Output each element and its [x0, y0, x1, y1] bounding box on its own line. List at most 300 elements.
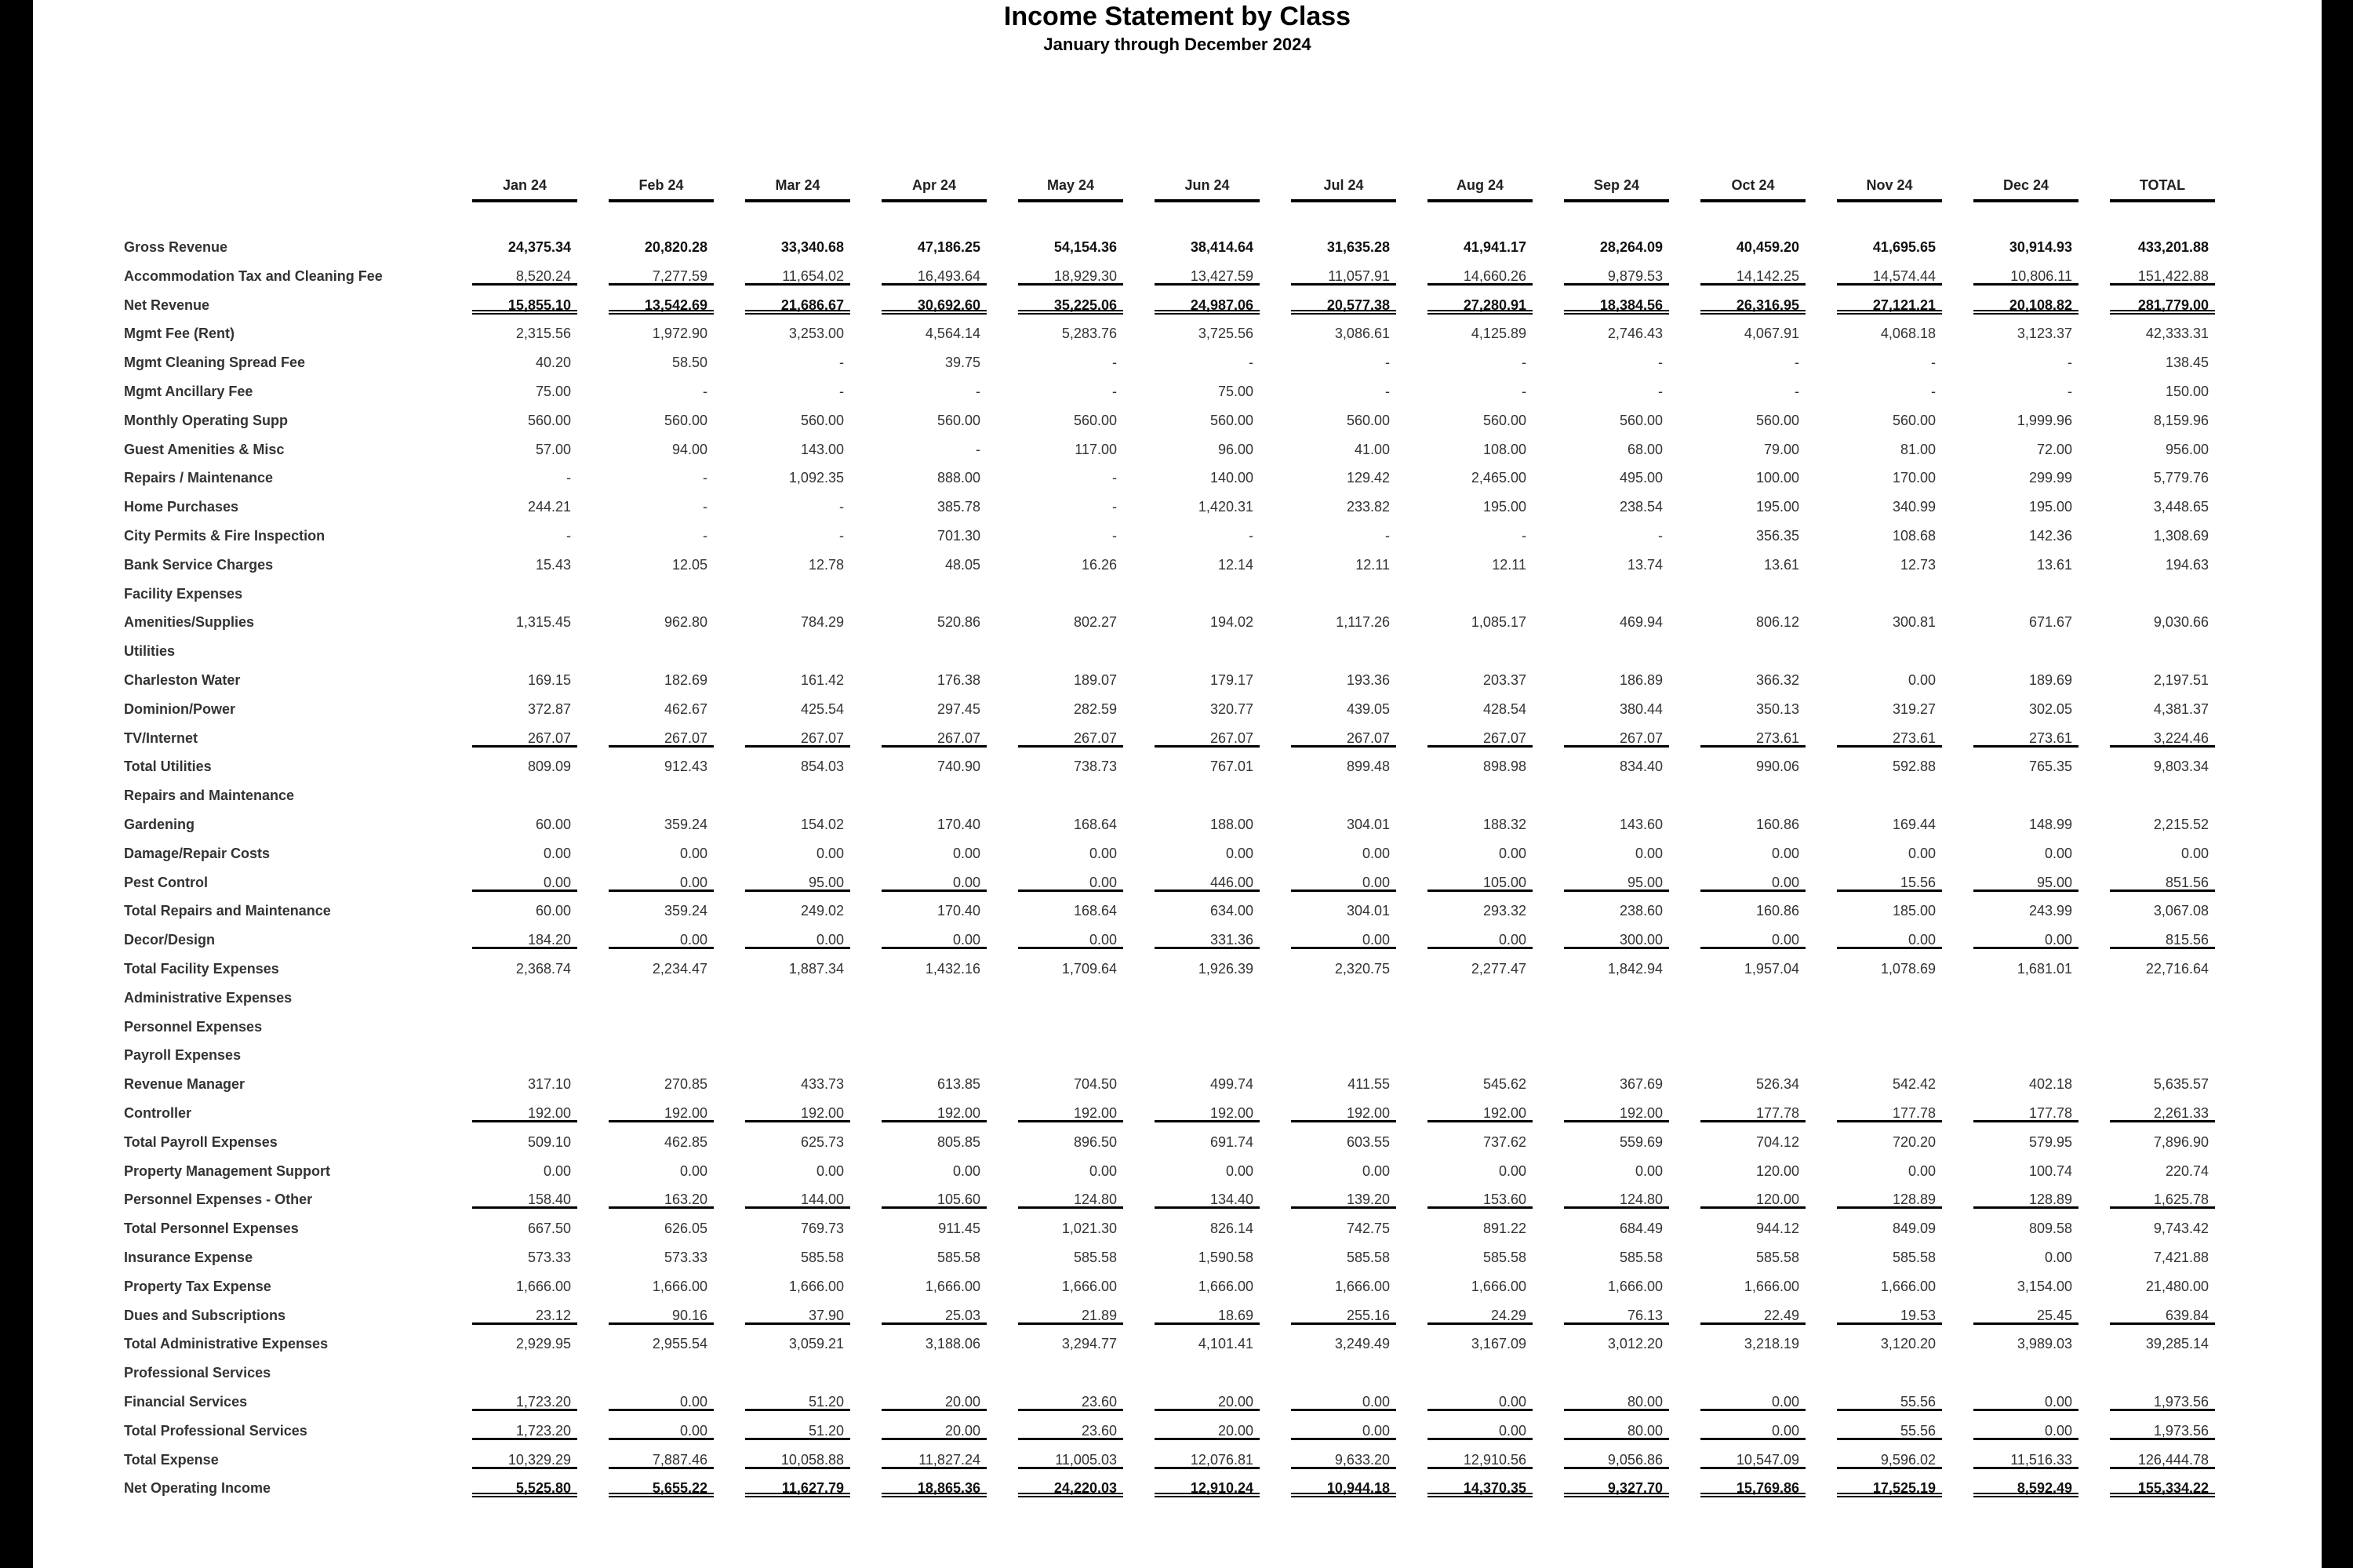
value-cell: 402.18 [2028, 1076, 2072, 1093]
row-label: Amenities/Supplies [124, 614, 255, 631]
value-cell: 11,005.03 [1018, 1452, 1123, 1469]
statement-row [33, 1069, 2322, 1097]
value-cell: 188.00 [1209, 817, 1253, 832]
value-cell: 18,929.30 [1018, 268, 1123, 286]
value-cell [609, 1365, 714, 1382]
row-label: Dominion/Power [124, 700, 236, 717]
row-label: Decor/Design [124, 932, 216, 948]
value-cell: 12.73 [1900, 556, 1936, 573]
value-cell: 68.00 [1627, 441, 1663, 457]
value-cell [472, 990, 577, 1007]
value-cell: 5,283.76 [1061, 326, 1117, 342]
value-cell: 526.34 [1755, 1076, 1799, 1093]
value-cell: - [1249, 355, 1253, 371]
value-cell: 95.00 [1973, 875, 2078, 892]
value-cell: 1,420.31 [1198, 499, 1253, 515]
value-cell: 3,123.37 [2017, 326, 2072, 342]
value-cell: 192.00 [1018, 1105, 1123, 1122]
value-cell: 39,285.14 [2145, 1336, 2209, 1352]
value-cell: 129.42 [1346, 470, 1390, 486]
value-cell: 560.00 [800, 412, 844, 428]
value-cell: 3,120.20 [1880, 1336, 1936, 1352]
value-cell [1700, 788, 1806, 805]
value-cell: 189.69 [2028, 672, 2072, 688]
row-label: Payroll Expenses [124, 1047, 242, 1064]
report-page [33, 0, 2322, 1568]
value-cell: 170.40 [936, 903, 980, 919]
value-cell: 75.00 [535, 384, 571, 399]
row-label: Total Facility Expenses [124, 961, 279, 977]
value-cell: 81.00 [1900, 441, 1936, 457]
value-cell [609, 1047, 714, 1064]
row-label: Guest Amenities & Misc [124, 441, 285, 457]
value-cell: 560.00 [936, 412, 980, 428]
value-cell: - [2068, 355, 2072, 371]
value-cell: 8,159.96 [2153, 412, 2209, 428]
value-cell: - [2068, 384, 2072, 399]
value-cell [1018, 1019, 1123, 1036]
value-cell: 300.81 [1892, 614, 1936, 631]
value-cell: 0.00 [1837, 932, 1942, 949]
row-label: Total Administrative Expenses [124, 1336, 329, 1352]
value-cell [882, 1047, 987, 1064]
value-cell: 0.00 [679, 1162, 707, 1179]
value-cell: 95.00 [745, 875, 850, 892]
value-cell [1564, 788, 1669, 805]
value-cell [1427, 788, 1533, 805]
value-cell: 184.20 [472, 932, 577, 949]
value-cell [882, 1019, 987, 1036]
value-cell: 1,625.78 [2110, 1191, 2215, 1209]
value-cell: 0.00 [816, 1162, 844, 1179]
value-cell: 3,249.49 [1334, 1336, 1390, 1352]
value-cell: 3,448.65 [2153, 499, 2209, 515]
row-label: Professional Services [124, 1365, 271, 1381]
value-cell: 1,666.00 [925, 1278, 980, 1294]
value-cell: 704.50 [1073, 1076, 1117, 1093]
value-cell: 495.00 [1619, 470, 1663, 486]
value-cell: 293.32 [1482, 903, 1526, 919]
value-cell: 22,716.64 [2145, 961, 2209, 977]
value-cell: 11,654.02 [745, 268, 850, 286]
statement-row [33, 1040, 2322, 1068]
value-cell: 851.56 [2110, 875, 2215, 892]
value-cell: 738.73 [1073, 759, 1117, 775]
value-cell: 1,681.01 [2017, 961, 2072, 977]
value-cell: 267.07 [1291, 730, 1396, 748]
value-cell: 244.21 [527, 499, 571, 515]
value-cell: 188.32 [1482, 817, 1526, 832]
value-cell: 300.00 [1564, 932, 1669, 949]
value-cell: 0.00 [543, 1162, 571, 1179]
row-label: Mgmt Cleaning Spread Fee [124, 355, 306, 371]
value-cell: 139.20 [1291, 1191, 1396, 1209]
value-cell: 177.78 [1973, 1105, 2078, 1122]
value-cell: 0.00 [1973, 1423, 2078, 1440]
value-cell: 0.00 [1700, 1423, 1806, 1440]
value-cell: 559.69 [1619, 1133, 1663, 1150]
value-cell: 267.07 [745, 730, 850, 748]
value-cell: 12,910.24 [1155, 1480, 1260, 1497]
value-cell: 16.26 [1081, 556, 1117, 573]
value-cell: 282.59 [1073, 700, 1117, 717]
value-cell: - [1112, 355, 1117, 371]
value-cell: 108.00 [1482, 441, 1526, 457]
value-cell: 154.02 [800, 817, 844, 832]
value-cell: 13.74 [1627, 556, 1663, 573]
value-cell: 425.54 [800, 700, 844, 717]
row-label: Gardening [124, 817, 195, 832]
statement-row [33, 521, 2322, 549]
value-cell: 3,059.21 [788, 1336, 844, 1352]
value-cell: 545.62 [1482, 1076, 1526, 1093]
value-cell [745, 586, 850, 603]
statement-row [33, 1156, 2322, 1184]
value-cell: 192.00 [1155, 1105, 1260, 1122]
value-cell: 0.00 [1291, 1394, 1396, 1411]
value-cell: 233.82 [1346, 499, 1390, 515]
value-cell: 573.33 [527, 1250, 571, 1265]
statement-row [33, 579, 2322, 607]
value-cell [1973, 788, 2078, 805]
value-cell: 24,375.34 [507, 239, 571, 255]
value-cell: 60.00 [535, 903, 571, 919]
statement-row [33, 1473, 2322, 1501]
row-label: Controller [124, 1105, 192, 1121]
statement-row [33, 983, 2322, 1011]
value-cell [1291, 643, 1396, 660]
value-cell [609, 788, 714, 805]
value-cell: 15,855.10 [472, 297, 577, 315]
value-cell: 177.78 [1700, 1105, 1806, 1122]
value-cell: 30,914.93 [2009, 239, 2072, 255]
value-cell: 238.60 [1619, 903, 1663, 919]
value-cell: 9,327.70 [1564, 1480, 1669, 1497]
value-cell: 1,926.39 [1198, 961, 1253, 977]
value-cell: 854.03 [800, 759, 844, 775]
value-cell: 95.00 [1564, 875, 1669, 892]
value-cell: 1,709.64 [1061, 961, 1117, 977]
value-cell: 192.00 [745, 1105, 850, 1122]
value-cell: 192.00 [609, 1105, 714, 1122]
value-cell [1155, 586, 1260, 603]
row-label: Net Revenue [124, 297, 210, 313]
statement-row [33, 925, 2322, 953]
value-cell: 625.73 [800, 1133, 844, 1150]
value-cell: 2,315.56 [515, 326, 571, 342]
value-cell: 834.40 [1619, 759, 1663, 775]
value-cell [1564, 643, 1669, 660]
value-cell: 155,334.22 [2110, 1480, 2215, 1497]
value-cell: 0.00 [2044, 845, 2072, 861]
value-cell: 3,067.08 [2153, 903, 2209, 919]
row-label: Total Personnel Expenses [124, 1221, 299, 1237]
value-cell: - [1522, 384, 1526, 399]
statement-row [33, 607, 2322, 635]
value-cell [1973, 1047, 2078, 1064]
value-cell [472, 586, 577, 603]
value-cell [745, 788, 850, 805]
value-cell: 962.80 [664, 614, 707, 631]
row-label: Revenue Manager [124, 1076, 245, 1093]
column-header: Feb 24 [609, 177, 714, 202]
value-cell: 76.13 [1564, 1308, 1669, 1325]
value-cell: 9,633.20 [1291, 1452, 1396, 1469]
statement-row [33, 780, 2322, 809]
statement-row [33, 406, 2322, 434]
row-label: Property Tax Expense [124, 1278, 271, 1294]
value-cell: 169.15 [527, 672, 571, 688]
value-cell [472, 1047, 577, 1064]
value-cell: 704.12 [1755, 1133, 1799, 1150]
value-cell: 41,695.65 [1872, 239, 1936, 255]
value-cell: 27,280.91 [1427, 297, 1533, 315]
value-cell: 0.00 [2044, 1250, 2072, 1265]
value-cell [1564, 586, 1669, 603]
value-cell: 182.69 [664, 672, 707, 688]
statement-row [33, 463, 2322, 491]
value-cell: 1,666.00 [652, 1278, 707, 1294]
value-cell: 0.00 [1089, 845, 1117, 861]
value-cell: 0.00 [1973, 1394, 2078, 1411]
value-cell: 340.99 [1892, 499, 1936, 515]
column-header: TOTAL [2110, 177, 2215, 202]
value-cell: 462.67 [664, 700, 707, 717]
value-cell: 185.00 [1892, 903, 1936, 919]
value-cell: 0.00 [1225, 1162, 1253, 1179]
value-cell: 24,987.06 [1155, 297, 1260, 315]
value-cell: 11,627.79 [745, 1480, 850, 1497]
value-cell: 42,333.31 [2145, 326, 2209, 342]
value-cell: 1,842.94 [1607, 961, 1663, 977]
value-cell: 4,564.14 [925, 326, 980, 342]
value-cell: 160.86 [1755, 817, 1799, 832]
value-cell: 366.32 [1755, 672, 1799, 688]
value-cell [609, 990, 714, 1007]
value-cell: 14,370.35 [1427, 1480, 1533, 1497]
value-cell [1291, 1047, 1396, 1064]
value-cell: 740.90 [936, 759, 980, 775]
value-cell [1700, 990, 1806, 1007]
value-cell [882, 643, 987, 660]
value-cell: 9,056.86 [1564, 1452, 1669, 1469]
value-cell: 359.24 [664, 903, 707, 919]
value-cell: 24.29 [1427, 1308, 1533, 1325]
value-cell: - [1931, 384, 1936, 399]
statement-row [33, 636, 2322, 664]
value-cell: 0.00 [1700, 932, 1806, 949]
value-cell: 170.40 [936, 817, 980, 832]
column-header: Oct 24 [1700, 177, 1806, 202]
value-cell [2110, 1019, 2215, 1036]
value-cell: - [1385, 355, 1390, 371]
value-cell: 72.00 [2036, 441, 2072, 457]
value-cell: 2,234.47 [652, 961, 707, 977]
value-cell: 21,480.00 [2145, 1278, 2209, 1294]
value-cell: 671.67 [2028, 614, 2072, 631]
value-cell: 1,973.56 [2110, 1423, 2215, 1440]
statement-row [33, 1127, 2322, 1155]
value-cell: 14,660.26 [1427, 268, 1533, 286]
value-cell [745, 643, 850, 660]
value-cell: 805.85 [936, 1133, 980, 1150]
value-cell: 13.61 [1763, 556, 1799, 573]
value-cell [1564, 1047, 1669, 1064]
value-cell: 192.00 [1427, 1105, 1533, 1122]
value-cell: 585.58 [1755, 1250, 1799, 1265]
value-cell [1700, 1365, 1806, 1382]
value-cell: 585.58 [1073, 1250, 1117, 1265]
value-cell: 433.73 [800, 1076, 844, 1093]
value-cell: 1,092.35 [788, 470, 844, 486]
value-cell [1837, 586, 1942, 603]
value-cell [1427, 586, 1533, 603]
statement-row [33, 1271, 2322, 1300]
value-cell [1837, 788, 1942, 805]
value-cell [2110, 1365, 2215, 1382]
column-header: Mar 24 [745, 177, 850, 202]
value-cell: 7,421.88 [2153, 1250, 2209, 1265]
value-cell: 2,261.33 [2110, 1105, 2215, 1122]
row-label: Financial Services [124, 1394, 248, 1410]
value-cell: 499.74 [1209, 1076, 1253, 1093]
value-cell: 411.55 [1347, 1076, 1390, 1093]
value-cell: 120.00 [1755, 1162, 1799, 1179]
value-cell [472, 788, 577, 805]
value-cell: 13,427.59 [1155, 268, 1260, 286]
value-cell: 0.00 [1018, 932, 1123, 949]
value-cell [1973, 1019, 2078, 1036]
value-cell: 48.05 [944, 556, 980, 573]
value-cell: 509.10 [527, 1133, 571, 1150]
column-header: Jun 24 [1155, 177, 1260, 202]
row-label: Bank Service Charges [124, 556, 274, 573]
row-label: City Permits & Fire Inspection [124, 528, 325, 544]
value-cell: 634.00 [1209, 903, 1253, 919]
value-cell: 1,315.45 [515, 614, 571, 631]
value-cell: 0.00 [472, 875, 577, 892]
value-cell [745, 1365, 850, 1382]
value-cell: 9,879.53 [1564, 268, 1669, 286]
row-label: Total Professional Services [124, 1422, 307, 1439]
value-cell [1973, 586, 2078, 603]
value-cell: 765.35 [2028, 759, 2072, 775]
value-cell: 626.05 [664, 1221, 707, 1237]
value-cell: - [976, 441, 980, 457]
value-cell [1155, 1047, 1260, 1064]
value-cell: - [703, 499, 707, 515]
value-cell: 0.00 [1362, 845, 1390, 861]
value-cell: 560.00 [664, 412, 707, 428]
statement-row [33, 1445, 2322, 1473]
statement-row [33, 1242, 2322, 1271]
value-cell: - [703, 528, 707, 544]
value-cell: 4,381.37 [2153, 700, 2209, 717]
value-cell: 3,218.19 [1744, 1336, 1799, 1352]
value-cell: 273.61 [1700, 730, 1806, 748]
value-cell: 80.00 [1564, 1394, 1669, 1411]
value-cell [2110, 788, 2215, 805]
value-cell: 0.00 [609, 875, 714, 892]
value-cell: 24,220.03 [1018, 1480, 1123, 1497]
column-header: Dec 24 [1973, 177, 2078, 202]
value-cell: 319.27 [1892, 700, 1936, 717]
column-header: Sep 24 [1564, 177, 1669, 202]
statement-row [33, 1012, 2322, 1040]
value-cell: - [1112, 528, 1117, 544]
value-cell: 2,465.00 [1471, 470, 1526, 486]
value-cell: 380.44 [1619, 700, 1663, 717]
value-cell: 560.00 [1073, 412, 1117, 428]
value-cell: 20.00 [1155, 1394, 1260, 1411]
value-cell: - [1658, 528, 1663, 544]
value-cell: 11,516.33 [1973, 1452, 2078, 1469]
value-cell: 3,725.56 [1198, 326, 1253, 342]
value-cell [1155, 990, 1260, 1007]
value-cell: 124.80 [1018, 1191, 1123, 1209]
value-cell: 26,316.95 [1700, 297, 1806, 315]
value-cell: 573.33 [664, 1250, 707, 1265]
value-cell [2110, 643, 2215, 660]
value-cell [1427, 990, 1533, 1007]
row-label: Repairs and Maintenance [124, 788, 295, 804]
value-cell: 41.00 [1354, 441, 1390, 457]
value-cell: 168.64 [1073, 817, 1117, 832]
value-cell: 0.00 [1700, 875, 1806, 892]
value-cell: 585.58 [800, 1250, 844, 1265]
value-cell: 193.36 [1346, 672, 1390, 688]
value-cell: 20,577.38 [1291, 297, 1396, 315]
value-cell: 446.00 [1155, 875, 1260, 892]
value-cell: 809.09 [527, 759, 571, 775]
value-cell: - [1112, 384, 1117, 399]
value-cell: - [1385, 528, 1390, 544]
value-cell [882, 990, 987, 1007]
value-cell [472, 1019, 577, 1036]
value-cell: 433,201.88 [2137, 239, 2209, 255]
value-cell: 18,384.56 [1564, 297, 1669, 315]
value-cell: 304.01 [1346, 817, 1390, 832]
value-cell [1155, 1019, 1260, 1036]
value-cell: 1,590.58 [1198, 1250, 1253, 1265]
value-cell: 12.05 [671, 556, 707, 573]
value-cell: - [1931, 355, 1936, 371]
value-cell: 267.07 [882, 730, 987, 748]
row-label: Mgmt Fee (Rent) [124, 326, 235, 342]
value-cell: 273.61 [1973, 730, 2078, 748]
value-cell: 128.89 [1973, 1191, 2078, 1209]
value-cell: 0.00 [1427, 932, 1533, 949]
statement-row [33, 839, 2322, 867]
value-cell: 1,957.04 [1744, 961, 1799, 977]
value-cell [609, 586, 714, 603]
statement-row [33, 723, 2322, 751]
value-cell: 35,225.06 [1018, 297, 1123, 315]
value-cell: 2,746.43 [1607, 326, 1663, 342]
value-cell [1700, 586, 1806, 603]
value-cell: 10,329.29 [472, 1452, 577, 1469]
value-cell: 809.58 [2028, 1221, 2072, 1237]
value-cell: - [839, 528, 844, 544]
value-cell: 720.20 [1892, 1133, 1936, 1150]
row-label: Total Expense [124, 1451, 219, 1468]
value-cell [609, 1019, 714, 1036]
value-cell: 469.94 [1619, 614, 1663, 631]
value-cell: 0.00 [882, 932, 987, 949]
value-cell: 20.00 [882, 1423, 987, 1440]
value-cell: 153.60 [1427, 1191, 1533, 1209]
value-cell: - [566, 528, 571, 544]
